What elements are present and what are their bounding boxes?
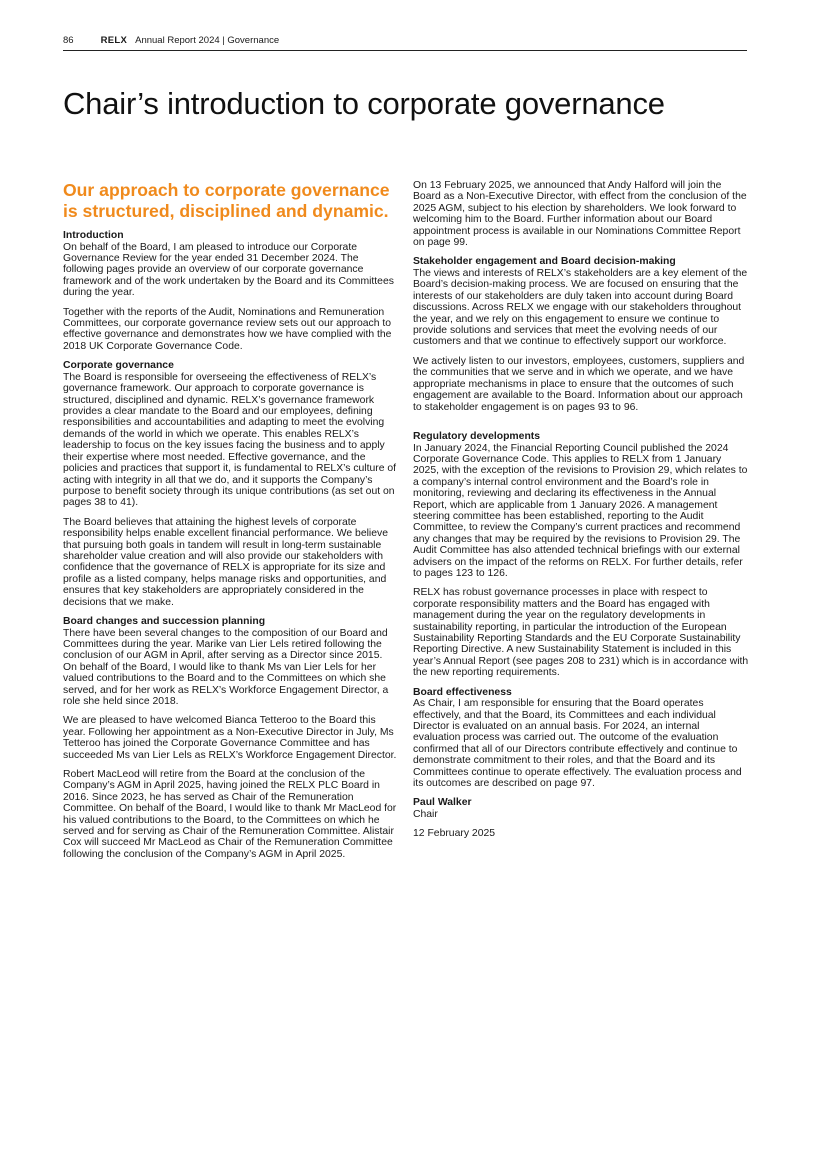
paragraph: As Chair, I am responsible for ensuring that the Board operates effectively, and that the Board, its Committees and each individual Director is evaluated on an annual basis. For 2024, an internal evaluation process was carried out. The outcome of the evaluation confirmed that all of our Directors contribute effectively and continue to demonstrate commitment to their roles, and that the Board and its Committees continue to operate effectively. The evaluation process and its outcomes are described on page 97. — [413, 698, 742, 790]
paragraph: The Board believes that attaining the highest levels of corporate responsibility helps enable excellent financial performance. We believe that pursuing both goals in tandem will result in long-term sustainable shareholder value creation and will also provide our stakeholders with confidence that the governance of RELX is appropriate for its size and profile as a listed company, helps manage risks and opportunities, and ensures that key stakeholders are appropriately considered in the decisions that we make. — [63, 516, 388, 608]
page-title: Chair’s introduction to corporate governance — [63, 86, 665, 121]
paragraph: There have been several changes to the composition of our Board and Committees during the year. Marike van Lier Lels retired following the conclusion of our AGM in April, after serving as a Director since 2015. On behalf of the Board, I would like to thank Ms van Lier Lels for her valued contributions to the Board and to the Committees on which she served, and for her work as RELX’s Workforce Engagement Director, a role she held since 2018. — [63, 627, 389, 707]
header-section: Annual Report 2024 | Governance — [135, 35, 280, 46]
lead-statement: Our approach to corporate governance is structured, disciplined and dynamic. — [63, 180, 390, 221]
section-heading-corporate-governance: Corporate governance — [63, 360, 174, 372]
section-heading-introduction: Introduction — [63, 230, 124, 241]
brand-name: RELX — [100, 35, 128, 46]
paragraph: Together with the reports of the Audit, Nominations and Remuneration Committees, our corporate governance review sets out our approach to effective governance and demonstrates how we have complied with the 2018 UK Corporate Governance Code. — [63, 306, 392, 352]
paragraph: On 13 February 2025, we announced that Andy Halford will join the Board as a Non-Executive Director, with effect from the conclusion of the 2025 AGM, subject to his election by shareholders. We look forward to welcoming him to the Board. Further information about our Board appointment process is available in our Nominations Committee Report on page 99. — [413, 180, 747, 249]
paragraph: In January 2024, the Financial Reporting Council published the 2024 Corporate Governance Code. This applies to RELX from 1 January 2025, with the exception of the revisions to Provision 29, which relates to a company’s internal control environment and the Board’s role in monitoring, reviewing and declaring its effectiveness in the Annual Report, which are applicable from 1 January 2026. A management steering committee has been established, reporting to the Audit Committee, to review the Company’s current practices and recommend any changes that may be required by the revisions to Provision 29. The Audit Committee has also attended technical briefings with our external advisers on the impact of the reforms on RELX. For further details, refer to pages 123 to 126. — [413, 442, 748, 579]
signatory-role: Chair — [413, 809, 438, 821]
section-heading-board-changes: Board changes and succession planning — [63, 615, 266, 627]
paragraph: The Board is responsible for overseeing the effectiveness of RELX’s governance framework. Our approach to corporate governance is structured, disciplined and dynamic. RELX’s governance framework provides a clear mandate to the Board and our employees, defining responsibilities and accountabilities and adapting to meet the evolving demands of the world in which we operate. This enables RELX’s leadership to focus on the key issues facing the business and to apply their expertise where most needed. Effective governance, and the policies and practices that support it, is fundamental to RELX’s culture of acting with integrity in all that we do, and it supports the Company’s purpose to benefit society through its unique contributions (as set out on pages 38 to 41). — [63, 371, 397, 509]
signatory-name: Paul Walker — [413, 797, 472, 809]
section-heading-board-effectiveness: Board effectiveness — [413, 686, 512, 698]
paragraph: We are pleased to have welcomed Bianca Tetteroo to the Board this year. Following her appointment as a Non-Executive Director in July, Ms Tetteroo has joined the Corporate Governance Committee and has succeeded Ms van Lier Lels as RELX’s Workforce Engagement Director. — [63, 715, 397, 761]
page-number: 86 — [63, 35, 74, 46]
section-heading-stakeholder-engagement: Stakeholder engagement and Board decision-making — [413, 256, 676, 268]
signature-date: 12 February 2025 — [413, 828, 496, 840]
paragraph: The views and interests of RELX’s stakeholders are a key element of the Board’s decision-making process. We are focused on ensuring that the interests of our stakeholders are duly taken into account during Board discussions. Across RELX we engage with our stakeholders throughout the year, and we rely on this engagement to ensure we continue to provide solutions and services that meet the evolving needs of our customers and that we continue to effectively support our workforce. — [413, 268, 748, 348]
section-heading-regulatory-developments: Regulatory developments — [413, 430, 541, 442]
page-header — [63, 31, 747, 51]
paragraph: Robert MacLeod will retire from the Board at the conclusion of the Company’s AGM in April 2025, having joined the RELX PLC Board in 2016. Since 2023, he has served as Chair of the Remuneration Committee. On behalf of the Board, I would like to thank Mr MacLeod for his valued contributions to the Board, to the Committees on which he served and for serving as Chair of the Remuneration Committee. Alistair Cox will succeed Mr MacLeod as Chair of the Remuneration Committee following the conclusion of the Company’s AGM in April 2025. — [63, 769, 397, 860]
paragraph: On behalf of the Board, I am pleased to introduce our Corporate Governance Review for the year ended 31 December 2024. The following pages provide an overview of our corporate governance framework and of the work undertaken by the Board and its Committees during the year. — [63, 241, 394, 299]
right-column — [413, 180, 749, 848]
paragraph: We actively listen to our investors, employees, customers, suppliers and the communities that we serve and in which we operate, and we have appropriate mechanisms in place to ensure that the outcomes of such engagement are available to the Board. Information about our approach to stakeholder engagement is on pages 93 to 96. — [413, 355, 745, 413]
paragraph: RELX has robust governance processes in place with respect to corporate responsibility matters and the Board has engaged with management during the year on the regulatory developments in sustainability reporting, in particular the introduction of the European Sustainability Reporting Standards and the EU Corporate Sustainability Reporting Directive. A new Sustainability Statement is included in this year’s Annual Report (see pages 208 to 231) which is in accordance with the new reporting requirements. — [413, 587, 749, 679]
left-column — [63, 180, 399, 868]
